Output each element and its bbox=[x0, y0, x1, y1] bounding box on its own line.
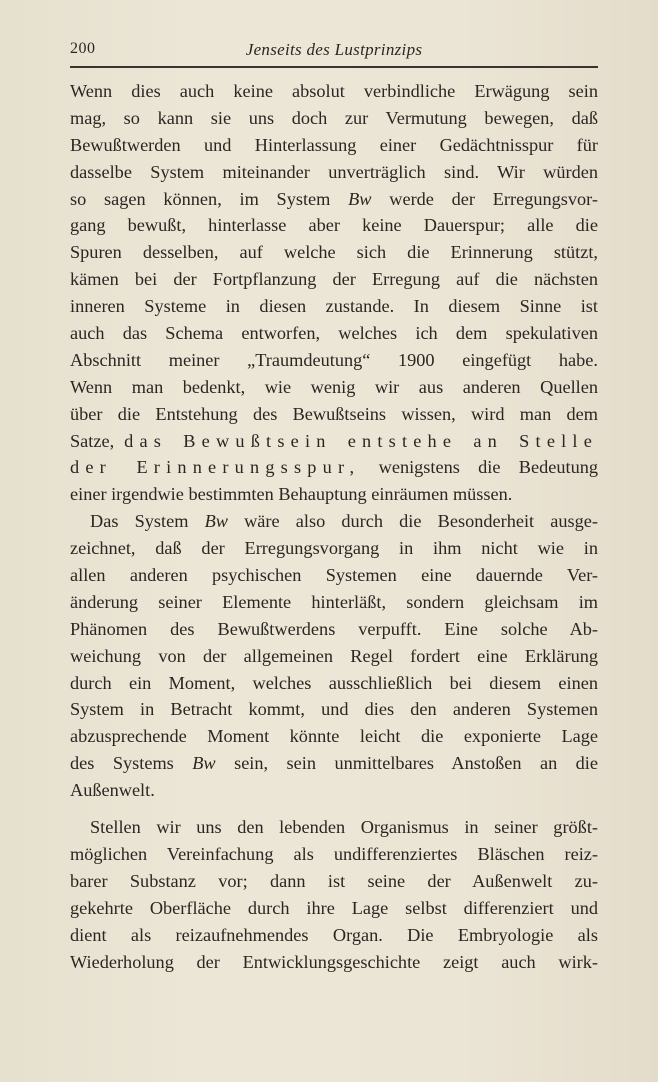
text-line: Wiederholung der Entwicklungsgeschichte zeigt auch wirk- bbox=[70, 951, 598, 972]
text-line bbox=[70, 508, 598, 535]
text-line: mag, so kann sie uns doch zur Vermutung bewegen, daß bbox=[70, 107, 598, 128]
text-line: durch ein Moment, welches ausschließlich bei diesem einen bbox=[70, 672, 598, 693]
text-segment: Satze, bbox=[70, 430, 125, 451]
text-line bbox=[70, 186, 598, 213]
text-line: dasselbe System miteinander unverträglich sind. Wir würden bbox=[70, 161, 598, 182]
text-line: gekehrte Oberfläche durch ihre Lage selbst differenziert und bbox=[70, 897, 598, 918]
text-line: barer Substanz vor; dann ist seine der Außenwelt zu- bbox=[70, 870, 598, 891]
text-line: gang bewußt, hinterlasse aber keine Dauerspur; alle die bbox=[70, 215, 598, 236]
running-title: Jenseits des Lustprinzips bbox=[245, 40, 423, 59]
text-line: zeichnet, daß der Erregungsvorgang in ihm nicht wie in bbox=[70, 538, 598, 559]
text-segment: sein, sein unmittelbares Anstoßen an die bbox=[215, 753, 598, 774]
text-line: änderung seiner Elemente hinterläßt, sondern gleichsam im bbox=[70, 591, 598, 612]
text-line: Wenn man bedenkt, wie wenig wir aus anderen Quellen bbox=[70, 376, 598, 397]
text-line: dient als reizaufnehmendes Organ. Die Embryologie als bbox=[70, 924, 598, 945]
page-number: 200 bbox=[70, 40, 96, 57]
text-line: Stellen wir uns den lebenden Organismus in seiner größt- bbox=[90, 817, 598, 838]
text-line: allen anderen psychischen Systemen eine dauernde Ver- bbox=[70, 565, 598, 586]
text-line: Bewußtwerden und Hinterlassung einer Gedächtnisspur für bbox=[70, 134, 598, 155]
paragraph-gap bbox=[70, 804, 598, 814]
header-rule bbox=[70, 66, 598, 68]
text-segment: wenigstens die Bedeutung bbox=[360, 457, 598, 478]
text-line: Phänomen des Bewußtwerdens verpufft. Eine solche Ab- bbox=[70, 618, 598, 639]
text-line: abzusprechende Moment könnte leicht die exponierte Lage bbox=[70, 726, 598, 747]
text-line bbox=[70, 454, 598, 481]
text-segment: werde der Erregungsvor- bbox=[371, 188, 598, 209]
text-line: kämen bei der Fortpflanzung der Erregung auf die nächsten bbox=[70, 269, 598, 290]
text-line bbox=[70, 428, 598, 455]
text-line: einer irgendwie bestimmten Behauptung einräumen müssen. bbox=[70, 484, 513, 505]
text-line: über die Entstehung des Bewußtseins wissen, wird man dem bbox=[70, 403, 598, 424]
text-line: weichung von der allgemeinen Regel fordert eine Erklärung bbox=[70, 645, 598, 666]
text-line: Wenn dies auch keine absolut verbindliche Erwägung sein bbox=[70, 81, 598, 101]
text-segment: so sagen können, im System bbox=[70, 188, 349, 209]
text-line: inneren Systeme in diesen zustande. In diesem Sinne ist bbox=[70, 296, 598, 317]
emphasis-bw: Bw bbox=[204, 511, 228, 532]
text-segment: wäre also durch die Besonderheit ausge- bbox=[227, 511, 598, 532]
text-line: möglichen Vereinfachung als undifferenziertes Bläschen reiz- bbox=[70, 843, 598, 864]
emphasis-bw: Bw bbox=[192, 753, 216, 774]
text-segment: des Systems bbox=[70, 753, 193, 774]
text-line: Spuren desselben, auf welche sich die Erinnerung stützt, bbox=[70, 242, 598, 263]
text-line bbox=[70, 750, 598, 777]
text-line: Außenwelt. bbox=[70, 780, 155, 801]
text-line: auch das Schema entworfen, welches ich dem spekulativen bbox=[70, 323, 598, 344]
text-line: Abschnitt meiner „Traumdeutung“ 1900 eingefügt habe. bbox=[70, 349, 598, 370]
spaced-emphasis: das Bewußtsein entstehe an Stelle bbox=[124, 430, 598, 451]
spaced-emphasis: der Erinnerungsspur, bbox=[70, 457, 361, 478]
page-header bbox=[70, 40, 598, 62]
emphasis-bw: Bw bbox=[348, 188, 372, 209]
body-text bbox=[70, 78, 598, 975]
text-line: System in Betracht kommt, und dies den anderen Systemen bbox=[70, 699, 598, 720]
text-segment: Das System bbox=[90, 511, 205, 532]
